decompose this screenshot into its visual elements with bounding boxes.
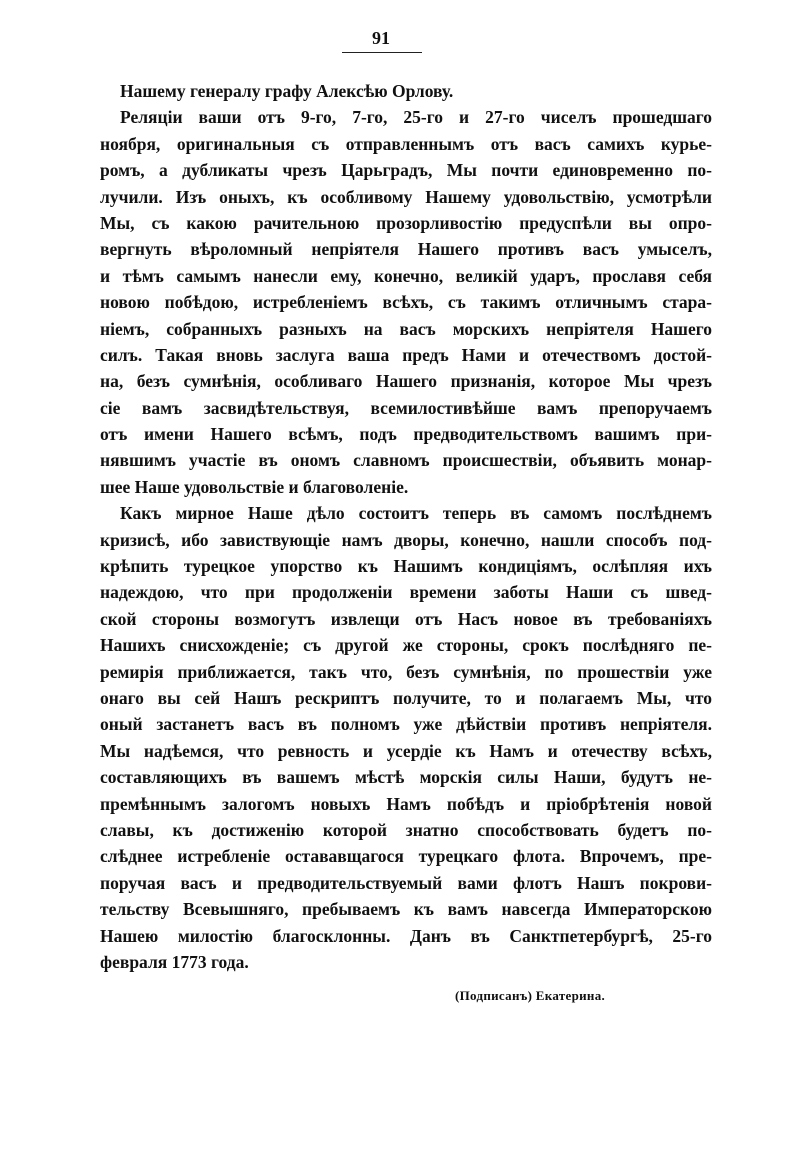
- text-line: силъ. Такая вновь заслуга ваша предъ Нами и отечествомъ достой-: [100, 344, 712, 365]
- text-line: кризисѣ, ибо завиствующіе намъ дворы, конечно, нашли способъ под-: [100, 529, 712, 550]
- text-line: онаго вы сей Нашъ рескриптъ получите, то и полагаемъ Мы, что: [100, 687, 712, 708]
- text-line: тельству Всевышняго, пребываемъ къ вамъ навсегда Императорскою: [100, 899, 712, 920]
- text-line: премѣннымъ залогомъ новыхъ Намъ побѣдъ и пріобрѣтенія новой: [100, 793, 712, 814]
- text-line: и тѣмъ самымъ нанесли ему, конечно, великій ударъ, прославя себя: [100, 265, 712, 286]
- text-line: составляющихъ въ вашемъ мѣстѣ морскія силы Наши, будутъ не-: [100, 767, 712, 788]
- text-line: ніемъ, собранныхъ разныхъ на васъ морскихъ непріятеля Нашего: [100, 318, 712, 339]
- letter-title: Нашему генералу графу Алексѣю Орлову.: [120, 81, 454, 101]
- text-line: Какъ мирное Наше дѣло состоитъ теперь въ самомъ послѣднемъ: [120, 503, 712, 524]
- text-line: сіе вамъ засвидѣтельствуя, всемилостивѣйше вамъ препоручаемъ: [100, 397, 712, 418]
- text-line: лучили. Изъ оныхъ, къ особливому Нашему удовольствію, усмотрѣли: [100, 186, 712, 207]
- paragraphs: [100, 104, 712, 975]
- page-number: 91: [372, 28, 390, 48]
- text-line: отъ имени Нашего всѣмъ, подъ предводительствомъ вашимъ при-: [100, 424, 712, 445]
- text-line: славы, къ достиженію которой знатно способствовать будетъ по-: [100, 819, 712, 840]
- text-line: вергнуть вѣроломный непріятеля Нашего противъ васъ умыселъ,: [100, 239, 712, 260]
- paragraph: [100, 500, 712, 975]
- text-line: ской стороны возмогутъ извлещи отъ Насъ новое въ требованіяхъ: [100, 608, 712, 629]
- text-line: ноября, оригинальныя съ отправленнымъ отъ васъ самихъ курье-: [100, 133, 712, 154]
- signature: (Подписанъ) Екатерина.: [455, 988, 606, 1003]
- paragraph: [100, 104, 712, 500]
- document-body: [100, 78, 712, 975]
- text-line: слѣднее истребленіе остававщагося турецкаго флота. Впрочемъ, пре-: [100, 846, 712, 867]
- text-line: надеждою, что при продолженіи времени заботы Наши съ швед-: [100, 582, 712, 603]
- text-line: Мы, съ какою рачительною прозорливостію предуспѣли вы опро-: [100, 212, 712, 233]
- text-line: нявшимъ участіе въ ономъ славномъ происшествіи, объявить монар-: [100, 450, 712, 471]
- text-line: ромъ, а дубликаты чрезъ Царьградъ, Мы почти единовременно по-: [100, 160, 712, 181]
- page-number-rule: [342, 52, 422, 53]
- text-line: поручая васъ и предводительствуемый вами флотъ Нашъ покрови-: [100, 872, 712, 893]
- text-line: на, безъ сумнѣнія, особливаго Нашего признанія, которое Мы чрезъ: [100, 371, 712, 392]
- text-line: ремирія приближается, такъ что, безъ сумнѣнія, по прошествіи уже: [100, 661, 712, 682]
- text-line: Мы надѣемся, что ревность и усердіе къ Намъ и отечеству всѣхъ,: [100, 740, 712, 761]
- text-line: февраля 1773 года.: [100, 951, 249, 972]
- text-line: Реляціи ваши отъ 9-го, 7-го, 25-го и 27-го чиселъ прошедшаго: [120, 107, 712, 128]
- text-line: оный застанетъ васъ въ полномъ уже дѣйствіи противъ непріятеля.: [100, 714, 712, 735]
- text-line: Нашею милостію благосклонны. Данъ въ Санктпетербургѣ, 25-го: [100, 925, 712, 946]
- text-line: шее Наше удовольствіе и благоволеніе.: [100, 476, 409, 497]
- text-line: новою побѣдою, истребленіемъ всѣхъ, съ такимъ отличнымъ стара-: [100, 292, 712, 313]
- text-line: Нашихъ снисхожденіе; съ другой же стороны, срокъ послѣдняго пе-: [100, 635, 712, 656]
- text-line: крѣпить турецкое упорство къ Нашимъ кондиціямъ, ослѣпляя ихъ: [100, 556, 712, 577]
